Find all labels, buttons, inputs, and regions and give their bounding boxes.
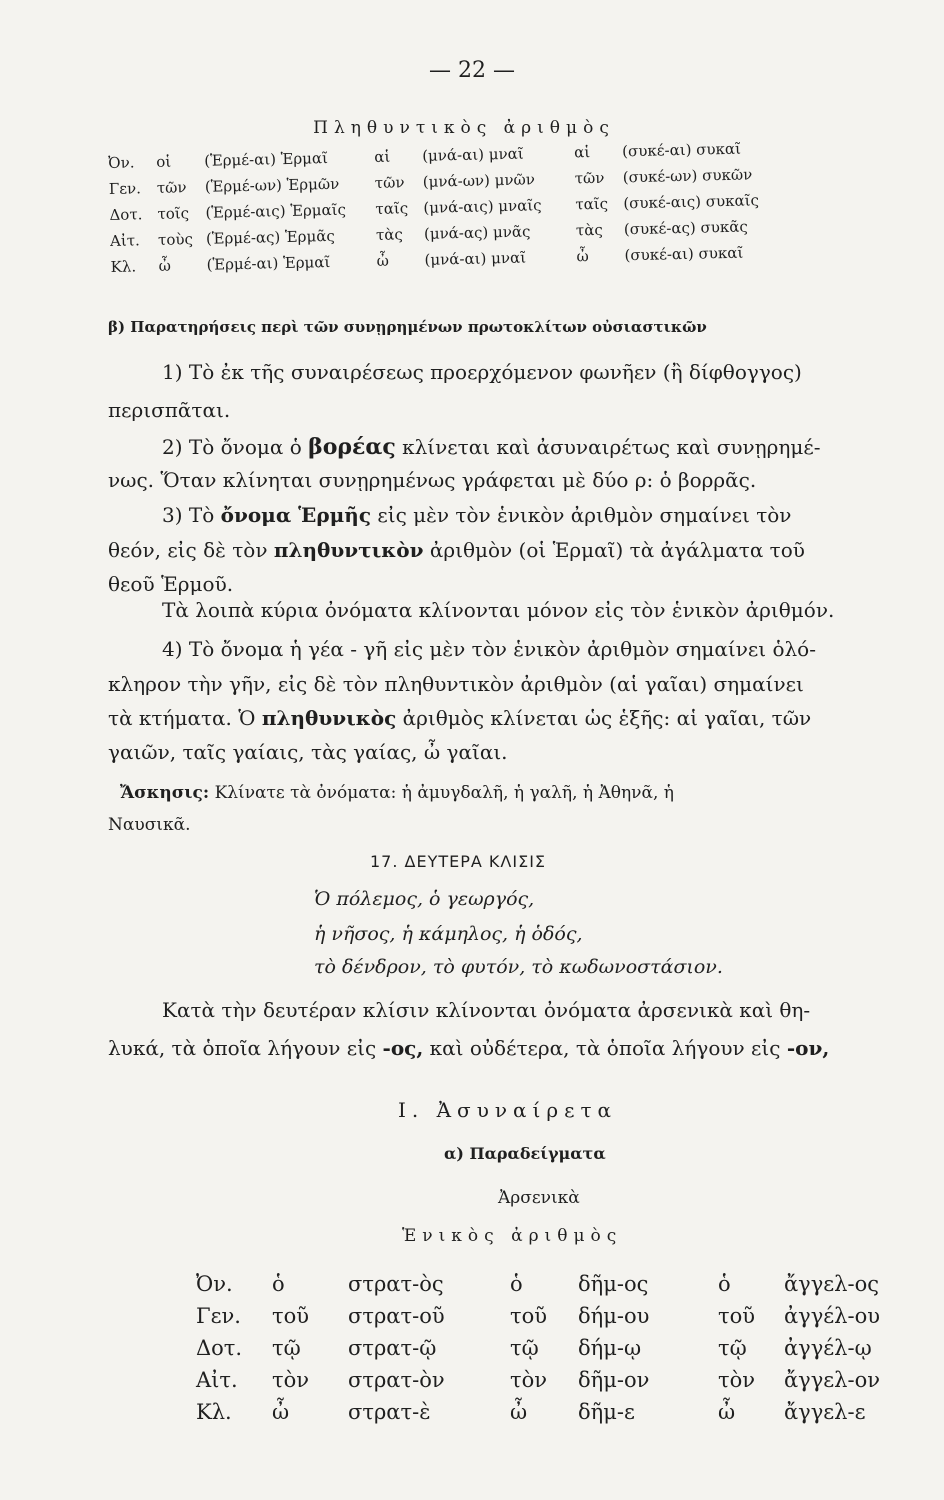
intro-line: Κατὰ τὴν δευτέραν κλίσιν κλίνονται ὀνόματα ἀρσενικὰ καὶ θη-: [162, 998, 811, 1022]
table-row: Ὀν. οἱ (Ἑρμέ-αι) Ἑρμαῖ αἱ (μνά-αι) μναῖ αἱ (συκέ-αι) συκαῖ: [108, 139, 742, 172]
paragraph-line: 4) Τὸ ὄνομα ἡ γέα - γῆ εἰς μὲν τὸν ἑνικὸν ἀριθμὸν σημαίνει ὁλό-: [162, 637, 816, 661]
intro-line: λυκά, τὰ ὁποῖα λήγουν εἰς -ος, καὶ οὐδέτερα, τὰ ὁποῖα λήγουν εἰς -ον,: [108, 1036, 830, 1060]
table-row: Δοτ. τῷ στρατ-ῷ τῷ δήμ-ῳ τῷ ἀγγέλ-ῳ: [196, 1336, 872, 1360]
table-row: Ὀν. ὁ στρατ-ὸς ὁ δῆμ-ος ὁ ἄγγελ-ος: [196, 1272, 879, 1296]
paragraph-line: 2) Τὸ ὄνομα ὁ βορέας κλίνεται καὶ ἀσυναιρέτως καὶ συνῃρημέ-: [162, 434, 821, 460]
paragraph-line: γαιῶν, ταῖς γαίαις, τὰς γαίας, ὦ γαῖαι.: [108, 740, 508, 764]
paragraph-line: νως. Ὅταν κλίνηται συνῃρημένως γράφεται μὲ δύο ρ: ὁ βορρᾶς.: [108, 468, 757, 492]
chapter-heading: 17. ΔΕΥΤΕΡΑ ΚΛΙΣΙΣ: [370, 852, 547, 871]
exercise-line: Ἄσκησις: Κλίνατε τὰ ὀνόματα: ἡ ἀμυγδαλῆ, ἡ γαλῆ, ἡ Ἀθηνᾶ, ἡ: [120, 783, 674, 803]
table-row: Αἰτ. τὸν στρατ-ὸν τὸν δῆμ-ον τὸν ἄγγελ-ον: [196, 1368, 880, 1392]
table-row: Αἰτ. τοὺς (Ἑρμέ-ας) Ἑρμᾶς τὰς (μνά-ας) μνᾶς τὰς (συκέ-ας) συκᾶς: [109, 217, 748, 250]
masculine-heading: Ἀρσενικὰ: [498, 1188, 580, 1208]
subheading-examples: α) Παραδείγματα: [444, 1144, 606, 1163]
subheading-unsynaeresis: Ι. Ἀσυναίρετα: [398, 1098, 618, 1122]
table-row: Κλ. ὦ (Ἑρμέ-αι) Ἑρμαῖ ὦ (μνά-αι) μναῖ ὦ (συκέ-αι) συκαῖ: [110, 243, 744, 276]
table-row: Κλ. ὦ στρατ-ὲ ὦ δῆμ-ε ὦ ἄγγελ-ε: [196, 1400, 866, 1424]
example-line: τὸ δένδρον, τὸ φυτόν, τὸ κωδωνοστάσιον.: [314, 956, 723, 978]
paragraph-line: θεοῦ Ἑρμοῦ.: [108, 572, 234, 596]
page-number: — 22 —: [429, 58, 515, 83]
singular-heading: Ἑνικὸς ἀριθμὸς: [402, 1226, 623, 1246]
paragraph-line: τὰ κτήματα. Ὁ πληθυνικὸς ἀριθμὸς κλίνεται ὡς ἑξῆς: αἱ γαῖαι, τῶν: [108, 706, 812, 730]
example-line: ἡ νῆσος, ἡ κάμηλος, ἡ ὁδός,: [314, 923, 583, 945]
paragraph-line: Τὰ λοιπὰ κύρια ὀνόματα κλίνονται μόνον εἰς τὸν ἑνικὸν ἀριθμόν.: [162, 598, 835, 622]
plural-heading: Πληθυντικὸς ἀριθμὸς: [313, 118, 615, 138]
paragraph-line: περισπᾶται.: [108, 398, 231, 422]
paragraph-line: 1) Τὸ ἐκ τῆς συναιρέσεως προερχόμενον φωνῆεν (ἢ δίφθογγος): [162, 360, 802, 384]
table-row: Γεν. τοῦ στρατ-οῦ τοῦ δήμ-ου τοῦ ἀγγέλ-ου: [196, 1304, 880, 1328]
plural-table: [108, 135, 768, 280]
section-b-heading: β) Παρατηρήσεις περὶ τῶν συνῃρημένων πρωτοκλίτων οὐσιαστικῶν: [108, 318, 707, 336]
singular-table: [196, 1268, 886, 1428]
paragraph-line: Ναυσικᾶ.: [108, 815, 191, 835]
example-line: Ὁ πόλεμος, ὁ γεωργός,: [314, 888, 535, 910]
paragraph-line: θεόν, εἰς δὲ τὸν πληθυντικὸν ἀριθμὸν (οἱ Ἑρμαῖ) τὰ ἀγάλματα τοῦ: [108, 538, 805, 562]
paragraph-line: 3) Τὸ ὄνομα Ἑρμῆς εἰς μὲν τὸν ἑνικὸν ἀριθμὸν σημαίνει τὸν: [162, 503, 792, 527]
table-row: Δοτ. τοῖς (Ἑρμέ-αις) Ἑρμαῖς ταῖς (μνά-αις) μναῖς ταῖς (συκέ-αις) συκαῖς: [109, 191, 760, 224]
table-row: Γεν. τῶν (Ἑρμέ-ων) Ἑρμῶν τῶν (μνά-ων) μνῶν τῶν (συκέ-ων) συκῶν: [108, 165, 753, 198]
paragraph-line: κληρον τὴν γῆν, εἰς δὲ τὸν πληθυντικὸν ἀριθμὸν (αἱ γαῖαι) σημαίνει: [108, 672, 804, 696]
